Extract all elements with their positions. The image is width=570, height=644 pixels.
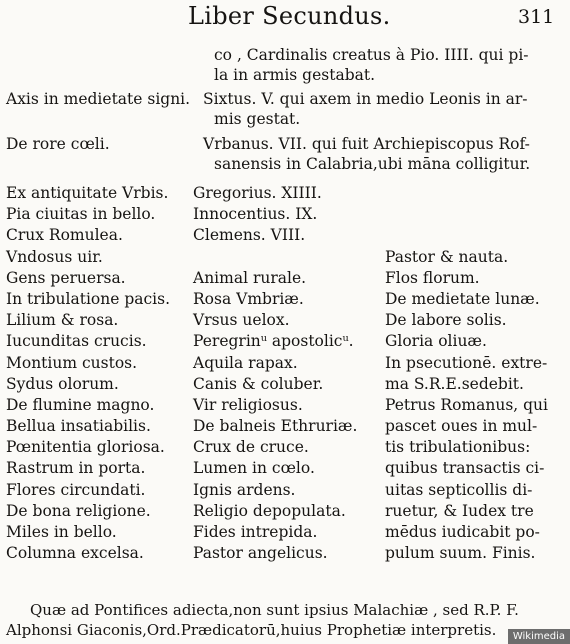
- right-column-row: De medietate lunæ.: [385, 289, 540, 308]
- middle-column-row: Lumen in cœlo.: [193, 459, 315, 478]
- pope-name-column: [193, 183, 381, 564]
- top-line-right-2: Sixtus. V. qui axem in medio Leonis in ar-: [203, 90, 528, 108]
- top-line-right-4: Vrbanus. VII. qui fuit Archiepiscopus Rof-: [203, 135, 530, 153]
- watermark-label: Wikimedia: [508, 629, 570, 644]
- right-column-row: De labore solis.: [385, 311, 507, 330]
- top-line-right-0: co , Cardinalis creatus à Pio. IIII. qui pi-: [214, 46, 529, 64]
- left-column-row: Flores circundati.: [6, 480, 146, 499]
- middle-column-row: Gregorius. XIIII.: [193, 184, 322, 202]
- middle-column-row: Fides intrepida.: [193, 523, 318, 541]
- top-line-left-2: Axis in medietate signi.: [6, 90, 191, 108]
- middle-column-row: Crux de cruce.: [193, 438, 309, 457]
- left-column-row: Pia ciuitas in bello.: [6, 205, 156, 224]
- middle-column-row: Pastor angelicus.: [193, 544, 328, 563]
- left-column-row: De bona religione.: [6, 501, 151, 520]
- right-column-row: In psecutionē. extre-: [385, 353, 548, 372]
- left-column-row: Montium custos.: [6, 353, 138, 372]
- middle-column-row: Animal rurale.: [193, 268, 307, 287]
- right-column-row: Petrus Romanus, qui: [385, 395, 548, 414]
- middle-column-row: Rosa Vmbriæ.: [193, 289, 304, 308]
- middle-column-row: Innocentius. IX.: [193, 205, 318, 224]
- left-column-row: Lilium & rosa.: [6, 311, 119, 330]
- middle-column-row: De balneis Ethruriæ.: [193, 417, 358, 436]
- middle-column-row: Peregrinᵘ apostolicᵘ.: [193, 332, 354, 351]
- right-column-row: [385, 204, 567, 225]
- right-column-row: Gloria oliuæ.: [385, 332, 487, 351]
- top-line-right-1: la in armis gestabat.: [214, 66, 376, 84]
- top-line-right-3: mis gestat.: [214, 110, 301, 128]
- left-column-row: Pœnitentia gloriosa.: [6, 438, 165, 457]
- right-column-row: pascet oues in mul-: [385, 417, 538, 436]
- middle-column-row: Religio depopulata.: [193, 501, 346, 520]
- right-column-row: [385, 225, 567, 246]
- right-column-row: pulum suum. Finis.: [385, 544, 536, 563]
- right-column-row: tis tribulationibus:: [385, 438, 531, 457]
- right-column-row: [385, 183, 567, 204]
- middle-column-row: Clemens. VIII.: [193, 226, 306, 245]
- right-column-row: ma S.R.E.sedebit.: [385, 374, 524, 393]
- left-column-row: Sydus olorum.: [6, 374, 119, 393]
- left-column-row: Vndosus uir.: [6, 247, 103, 266]
- left-column-row: Bellua insatiabilis.: [6, 417, 151, 436]
- final-motto-column: [385, 183, 567, 564]
- left-column-row: Columna excelsa.: [6, 544, 144, 563]
- right-column-row: ruetur, & Iudex tre: [385, 501, 534, 520]
- middle-column-row: Canis & coluber.: [193, 374, 324, 393]
- right-column-row: mēdus iudicabit po-: [385, 523, 540, 541]
- top-line-right-5: sanensis in Calabria,ubi māna colligitur.: [214, 155, 531, 173]
- middle-column-row: Vrsus uelox.: [193, 311, 290, 330]
- right-column-row: uitas septicollis di-: [385, 480, 533, 499]
- page-title: Liber Secundus.: [188, 2, 391, 30]
- left-column-row: In tribulatione pacis.: [6, 289, 171, 308]
- left-column-row: Crux Romulea.: [6, 226, 123, 245]
- page-number: 311: [518, 6, 555, 28]
- middle-column-row: Aquila rapax.: [193, 353, 298, 372]
- left-column-row: Ex antiquitate Vrbis.: [6, 184, 169, 202]
- middle-column-row: [193, 247, 381, 268]
- left-column-row: Miles in bello.: [6, 523, 117, 541]
- left-column-row: Iucunditas crucis.: [6, 332, 147, 351]
- top-line-left-4: De rore cœli.: [6, 135, 110, 153]
- middle-column-row: Vir religiosus.: [193, 395, 303, 414]
- middle-column-row: Ignis ardens.: [193, 480, 296, 499]
- right-column-row: quibus transactis ci-: [385, 459, 545, 478]
- right-column-row: Pastor & nauta.: [385, 247, 509, 266]
- motto-column: [6, 183, 192, 564]
- footer-note-line-1: Quæ ad Pontifices adiecta,non sunt ipsius Malachiæ , sed R.P. F.: [30, 601, 519, 619]
- footer-note-line-2: Alphonsi Giaconis,Ord.Prædicatorū,huius Prophetiæ interpretis.: [6, 621, 497, 639]
- left-column-row: De flumine magno.: [6, 395, 155, 414]
- left-column-row: Rastrum in porta.: [6, 459, 146, 478]
- right-column-row: Flos florum.: [385, 268, 480, 287]
- left-column-row: Gens peruersa.: [6, 268, 126, 287]
